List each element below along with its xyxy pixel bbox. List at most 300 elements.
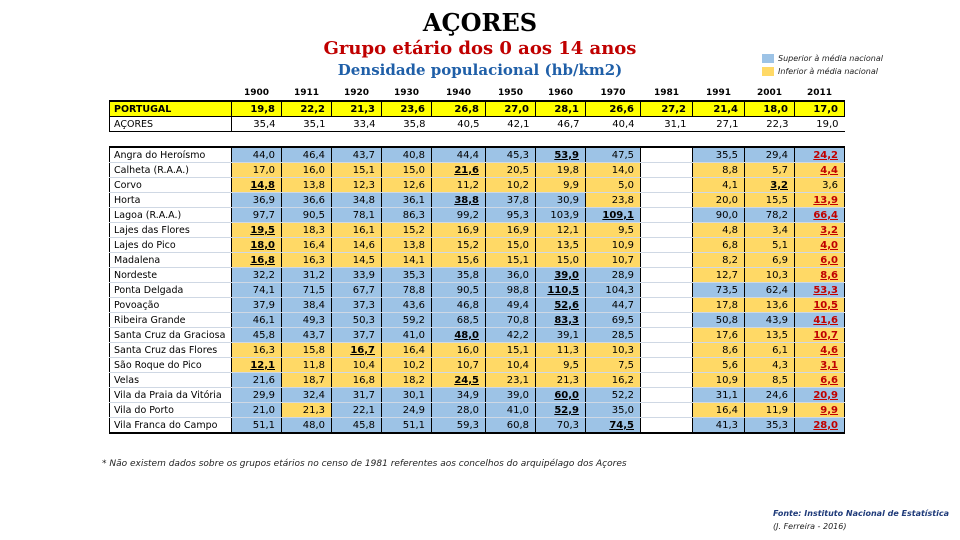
municipality-name: Lajes do Pico [110, 238, 232, 253]
header-corner [110, 86, 232, 101]
value-cell: 49,3 [282, 313, 332, 328]
header-year: 1930 [393, 88, 420, 98]
value-cell: 15,1 [332, 163, 382, 178]
value-cell: 16,7 [332, 343, 382, 358]
value-cell: 3,2 [745, 178, 795, 193]
value-cell [641, 283, 693, 298]
national-value: 23,6 [382, 101, 432, 117]
value-cell: 15,0 [486, 238, 536, 253]
value-cell: 13,8 [382, 238, 432, 253]
value-cell: 78,8 [382, 283, 432, 298]
municipality-name: Corvo [110, 178, 232, 193]
value-cell: 4,8 [693, 223, 745, 238]
table-row [110, 238, 845, 253]
value-cell: 10,9 [693, 373, 745, 388]
value-cell: 51,1 [232, 418, 282, 434]
value-cell: 10,2 [382, 358, 432, 373]
value-cell: 41,6 [795, 313, 845, 328]
header-year: 1950 [497, 88, 524, 98]
value-cell: 11,9 [745, 403, 795, 418]
value-cell: 29,9 [232, 388, 282, 403]
value-cell: 21,0 [232, 403, 282, 418]
value-cell: 50,8 [693, 313, 745, 328]
municipality-name: Horta [110, 193, 232, 208]
value-cell: 17,0 [232, 163, 282, 178]
value-cell: 109,1 [586, 208, 641, 223]
value-cell: 71,5 [282, 283, 332, 298]
value-cell: 15,6 [432, 253, 486, 268]
national-value: 18,0 [745, 101, 795, 117]
spacer-cell [110, 132, 845, 148]
value-cell [641, 238, 693, 253]
value-cell: 9,9 [795, 403, 845, 418]
header-year: 1981 [653, 88, 680, 98]
value-cell: 13,9 [795, 193, 845, 208]
value-cell: 8,5 [745, 373, 795, 388]
value-cell: 16,3 [232, 343, 282, 358]
value-cell: 15,1 [486, 343, 536, 358]
value-cell: 6,6 [795, 373, 845, 388]
value-cell: 17,6 [693, 328, 745, 343]
value-cell: 47,5 [586, 147, 641, 163]
value-cell: 13,5 [745, 328, 795, 343]
value-cell: 3,1 [795, 358, 845, 373]
municipality-name: Lagoa (R.A.A.) [110, 208, 232, 223]
value-cell [641, 268, 693, 283]
value-cell: 4,3 [745, 358, 795, 373]
header-year: 2011 [806, 88, 833, 98]
table-row [110, 388, 845, 403]
value-cell: 10,4 [486, 358, 536, 373]
value-cell: 31,7 [332, 388, 382, 403]
value-cell: 43,7 [282, 328, 332, 343]
municipality-name: Vila do Porto [110, 403, 232, 418]
value-cell: 15,1 [486, 253, 536, 268]
value-cell [641, 193, 693, 208]
value-cell: 24,2 [795, 147, 845, 163]
value-cell: 104,3 [586, 283, 641, 298]
value-cell: 16,4 [693, 403, 745, 418]
value-cell: 38,4 [282, 298, 332, 313]
value-cell: 4,1 [693, 178, 745, 193]
municipality-name: Madalena [110, 253, 232, 268]
value-cell: 52,9 [536, 403, 586, 418]
value-cell: 12,1 [536, 223, 586, 238]
table-row [110, 328, 845, 343]
national-value: 22,2 [282, 101, 332, 117]
value-cell: 6,8 [693, 238, 745, 253]
legend-item-below [762, 67, 878, 76]
value-cell: 11,8 [282, 358, 332, 373]
value-cell: 52,6 [536, 298, 586, 313]
value-cell: 18,3 [282, 223, 332, 238]
value-cell: 5,7 [745, 163, 795, 178]
value-cell: 14,0 [586, 163, 641, 178]
regional-value: 22,3 [745, 117, 795, 132]
value-cell: 16,0 [432, 343, 486, 358]
table-row [110, 343, 845, 358]
value-cell [641, 343, 693, 358]
value-cell: 19,8 [536, 163, 586, 178]
table-row [110, 253, 845, 268]
header-year: 1900 [243, 88, 270, 98]
municipality-name: Vila Franca do Campo [110, 418, 232, 434]
value-cell: 12,3 [332, 178, 382, 193]
value-cell: 16,4 [282, 238, 332, 253]
value-cell: 29,4 [745, 147, 795, 163]
value-cell: 48,0 [282, 418, 332, 434]
municipality-name: Ribeira Grande [110, 313, 232, 328]
value-cell: 16,9 [432, 223, 486, 238]
value-cell [641, 373, 693, 388]
value-cell: 44,4 [432, 147, 486, 163]
national-value: 27,2 [641, 101, 693, 117]
value-cell: 14,8 [232, 178, 282, 193]
value-cell: 17,8 [693, 298, 745, 313]
header-year: 1920 [343, 88, 370, 98]
value-cell: 36,9 [232, 193, 282, 208]
value-cell [641, 418, 693, 434]
value-cell: 22,1 [332, 403, 382, 418]
regional-value: 35,8 [382, 117, 432, 132]
value-cell: 8,6 [795, 268, 845, 283]
value-cell: 37,3 [332, 298, 382, 313]
table-row [110, 298, 845, 313]
value-cell: 35,3 [745, 418, 795, 434]
value-cell: 36,1 [382, 193, 432, 208]
value-cell: 45,3 [486, 147, 536, 163]
value-cell: 49,4 [486, 298, 536, 313]
national-value: 28,1 [536, 101, 586, 117]
value-cell: 62,4 [745, 283, 795, 298]
value-cell [641, 163, 693, 178]
value-cell: 21,6 [432, 163, 486, 178]
value-cell: 43,9 [745, 313, 795, 328]
value-cell: 7,5 [586, 358, 641, 373]
national-value: 21,3 [332, 101, 382, 117]
regional-value: 27,1 [693, 117, 745, 132]
value-cell: 35,8 [432, 268, 486, 283]
table-row [110, 313, 845, 328]
value-cell: 33,9 [332, 268, 382, 283]
table-row [110, 178, 845, 193]
value-cell: 28,0 [432, 403, 486, 418]
value-cell: 44,0 [232, 147, 282, 163]
credit-text: (J. Ferreira - 2016) [773, 522, 847, 531]
value-cell: 9,5 [586, 223, 641, 238]
regional-value: 35,1 [282, 117, 332, 132]
value-cell: 35,3 [382, 268, 432, 283]
value-cell: 52,2 [586, 388, 641, 403]
value-cell [641, 178, 693, 193]
value-cell: 21,3 [282, 403, 332, 418]
value-cell: 44,7 [586, 298, 641, 313]
value-cell: 5,6 [693, 358, 745, 373]
value-cell: 78,1 [332, 208, 382, 223]
national-row [110, 101, 845, 117]
value-cell: 16,9 [486, 223, 536, 238]
value-cell: 10,7 [586, 253, 641, 268]
value-cell: 59,2 [382, 313, 432, 328]
value-cell: 98,8 [486, 283, 536, 298]
value-cell: 40,8 [382, 147, 432, 163]
header-year: 1960 [547, 88, 574, 98]
legend-label-above: Superior à média nacional [778, 54, 883, 63]
municipality-name: Lajes das Flores [110, 223, 232, 238]
value-cell: 21,6 [232, 373, 282, 388]
value-cell: 24,5 [432, 373, 486, 388]
header-year: 1911 [293, 88, 320, 98]
value-cell: 59,3 [432, 418, 486, 434]
value-cell: 70,8 [486, 313, 536, 328]
value-cell: 16,4 [382, 343, 432, 358]
chart-subtitle: Grupo etário dos 0 aos 14 anos [323, 38, 637, 59]
value-cell: 15,5 [745, 193, 795, 208]
value-cell: 20,0 [693, 193, 745, 208]
value-cell: 15,0 [382, 163, 432, 178]
legend-label-below: Inferior à média nacional [778, 67, 878, 76]
value-cell: 10,7 [795, 328, 845, 343]
municipality-name: Calheta (R.A.A.) [110, 163, 232, 178]
value-cell [641, 208, 693, 223]
value-cell [641, 298, 693, 313]
value-cell: 31,1 [693, 388, 745, 403]
value-cell: 15,0 [536, 253, 586, 268]
value-cell: 86,3 [382, 208, 432, 223]
table-row [110, 373, 845, 388]
value-cell: 14,6 [332, 238, 382, 253]
value-cell: 15,2 [432, 238, 486, 253]
value-cell: 46,8 [432, 298, 486, 313]
footnote: * Não existem dados sobre os grupos etários no censo de 1981 referentes aos concelhos do arquipélago dos Açores [102, 459, 627, 469]
value-cell [641, 403, 693, 418]
value-cell: 16,8 [332, 373, 382, 388]
value-cell: 10,5 [795, 298, 845, 313]
value-cell: 10,3 [586, 343, 641, 358]
value-cell: 18,7 [282, 373, 332, 388]
value-cell: 60,0 [536, 388, 586, 403]
value-cell: 10,2 [486, 178, 536, 193]
table-row [110, 283, 845, 298]
value-cell [641, 313, 693, 328]
value-cell: 20,5 [486, 163, 536, 178]
value-cell: 39,0 [486, 388, 536, 403]
national-value: 19,8 [232, 101, 282, 117]
value-cell: 12,6 [382, 178, 432, 193]
value-cell: 10,7 [432, 358, 486, 373]
table-row [110, 418, 845, 434]
value-cell: 103,9 [536, 208, 586, 223]
value-cell: 67,7 [332, 283, 382, 298]
regional-value: 46,7 [536, 117, 586, 132]
regional-value: 33,4 [332, 117, 382, 132]
value-cell: 39,0 [536, 268, 586, 283]
density-table [109, 86, 845, 434]
header-year: 2001 [756, 88, 783, 98]
value-cell: 46,1 [232, 313, 282, 328]
value-cell: 14,1 [382, 253, 432, 268]
legend-item-above [762, 54, 883, 63]
value-cell: 4,4 [795, 163, 845, 178]
value-cell: 6,0 [795, 253, 845, 268]
header-row [110, 86, 845, 101]
value-cell [641, 328, 693, 343]
value-cell [641, 147, 693, 163]
value-cell: 12,7 [693, 268, 745, 283]
value-cell: 24,6 [745, 388, 795, 403]
value-cell: 90,0 [693, 208, 745, 223]
value-cell: 16,2 [586, 373, 641, 388]
regional-value: 31,1 [641, 117, 693, 132]
value-cell: 41,0 [486, 403, 536, 418]
table-row [110, 358, 845, 373]
legend-swatch-below [762, 67, 774, 76]
value-cell: 9,5 [536, 358, 586, 373]
value-cell: 10,9 [586, 238, 641, 253]
spacer-row [110, 132, 845, 148]
value-cell: 48,0 [432, 328, 486, 343]
value-cell: 39,1 [536, 328, 586, 343]
value-cell: 8,8 [693, 163, 745, 178]
national-value: 17,0 [795, 101, 845, 117]
value-cell: 8,6 [693, 343, 745, 358]
national-value: 27,0 [486, 101, 536, 117]
value-cell: 37,8 [486, 193, 536, 208]
regional-row [110, 117, 845, 132]
table-row [110, 223, 845, 238]
value-cell: 30,9 [536, 193, 586, 208]
value-cell: 3,6 [795, 178, 845, 193]
value-cell: 43,6 [382, 298, 432, 313]
header-year: 1991 [705, 88, 732, 98]
value-cell: 6,9 [745, 253, 795, 268]
value-cell: 68,5 [432, 313, 486, 328]
value-cell: 28,0 [795, 418, 845, 434]
value-cell: 11,3 [536, 343, 586, 358]
regional-value: 19,0 [795, 117, 845, 132]
value-cell: 23,8 [586, 193, 641, 208]
municipality-name: Santa Cruz da Graciosa [110, 328, 232, 343]
value-cell: 42,2 [486, 328, 536, 343]
value-cell: 60,8 [486, 418, 536, 434]
value-cell: 16,0 [282, 163, 332, 178]
national-value: 26,6 [586, 101, 641, 117]
value-cell: 35,0 [586, 403, 641, 418]
value-cell: 28,9 [586, 268, 641, 283]
value-cell: 15,8 [282, 343, 332, 358]
value-cell: 6,1 [745, 343, 795, 358]
value-cell: 69,5 [586, 313, 641, 328]
table-row [110, 163, 845, 178]
table-row [110, 403, 845, 418]
value-cell: 45,8 [332, 418, 382, 434]
value-cell: 99,2 [432, 208, 486, 223]
value-cell: 32,2 [232, 268, 282, 283]
value-cell: 16,8 [232, 253, 282, 268]
value-cell [641, 223, 693, 238]
value-cell: 35,5 [693, 147, 745, 163]
value-cell: 50,3 [332, 313, 382, 328]
national-value: 21,4 [693, 101, 745, 117]
value-cell: 74,5 [586, 418, 641, 434]
value-cell: 12,1 [232, 358, 282, 373]
municipality-name: Angra do Heroísmo [110, 147, 232, 163]
regional-value: 40,4 [586, 117, 641, 132]
value-cell [641, 388, 693, 403]
value-cell: 8,2 [693, 253, 745, 268]
value-cell: 90,5 [432, 283, 486, 298]
value-cell: 53,9 [536, 147, 586, 163]
chart-title: AÇORES [422, 8, 538, 37]
value-cell: 30,1 [382, 388, 432, 403]
municipality-name: Vila da Praia da Vitória [110, 388, 232, 403]
national-label: PORTUGAL [110, 101, 232, 117]
value-cell: 31,2 [282, 268, 332, 283]
legend-swatch-above [762, 54, 774, 63]
header-year: 1970 [600, 88, 626, 98]
value-cell: 32,4 [282, 388, 332, 403]
value-cell: 11,2 [432, 178, 486, 193]
value-cell: 90,5 [282, 208, 332, 223]
municipality-name: Nordeste [110, 268, 232, 283]
value-cell: 37,7 [332, 328, 382, 343]
header-year: 1940 [445, 88, 472, 98]
value-cell: 38,8 [432, 193, 486, 208]
value-cell: 53,3 [795, 283, 845, 298]
value-cell: 97,7 [232, 208, 282, 223]
value-cell: 18,2 [382, 373, 432, 388]
value-cell [641, 358, 693, 373]
value-cell: 21,3 [536, 373, 586, 388]
table-row [110, 147, 845, 163]
chart-subtitle-density: Densidade populacional (hb/km2) [337, 61, 623, 79]
value-cell: 13,6 [745, 298, 795, 313]
value-cell: 28,5 [586, 328, 641, 343]
value-cell: 74,1 [232, 283, 282, 298]
value-cell: 20,9 [795, 388, 845, 403]
value-cell: 95,3 [486, 208, 536, 223]
value-cell: 78,2 [745, 208, 795, 223]
value-cell: 4,6 [795, 343, 845, 358]
value-cell: 19,5 [232, 223, 282, 238]
value-cell: 9,9 [536, 178, 586, 193]
value-cell: 36,6 [282, 193, 332, 208]
value-cell: 3,4 [745, 223, 795, 238]
value-cell: 24,9 [382, 403, 432, 418]
value-cell: 10,4 [332, 358, 382, 373]
value-cell: 43,7 [332, 147, 382, 163]
regional-value: 40,5 [432, 117, 486, 132]
regional-value: 35,4 [232, 117, 282, 132]
table-row [110, 193, 845, 208]
municipality-name: São Roque do Pico [110, 358, 232, 373]
value-cell: 5,1 [745, 238, 795, 253]
value-cell: 14,5 [332, 253, 382, 268]
value-cell: 15,2 [382, 223, 432, 238]
value-cell: 41,0 [382, 328, 432, 343]
table-row [110, 208, 845, 223]
value-cell: 36,0 [486, 268, 536, 283]
municipality-name: Velas [110, 373, 232, 388]
municipality-name: Ponta Delgada [110, 283, 232, 298]
regional-label: AÇORES [110, 117, 232, 132]
value-cell: 46,4 [282, 147, 332, 163]
value-cell: 3,2 [795, 223, 845, 238]
value-cell: 110,5 [536, 283, 586, 298]
source-text: Fonte: Instituto Nacional de Estatística [773, 509, 950, 518]
value-cell: 4,0 [795, 238, 845, 253]
value-cell: 16,3 [282, 253, 332, 268]
